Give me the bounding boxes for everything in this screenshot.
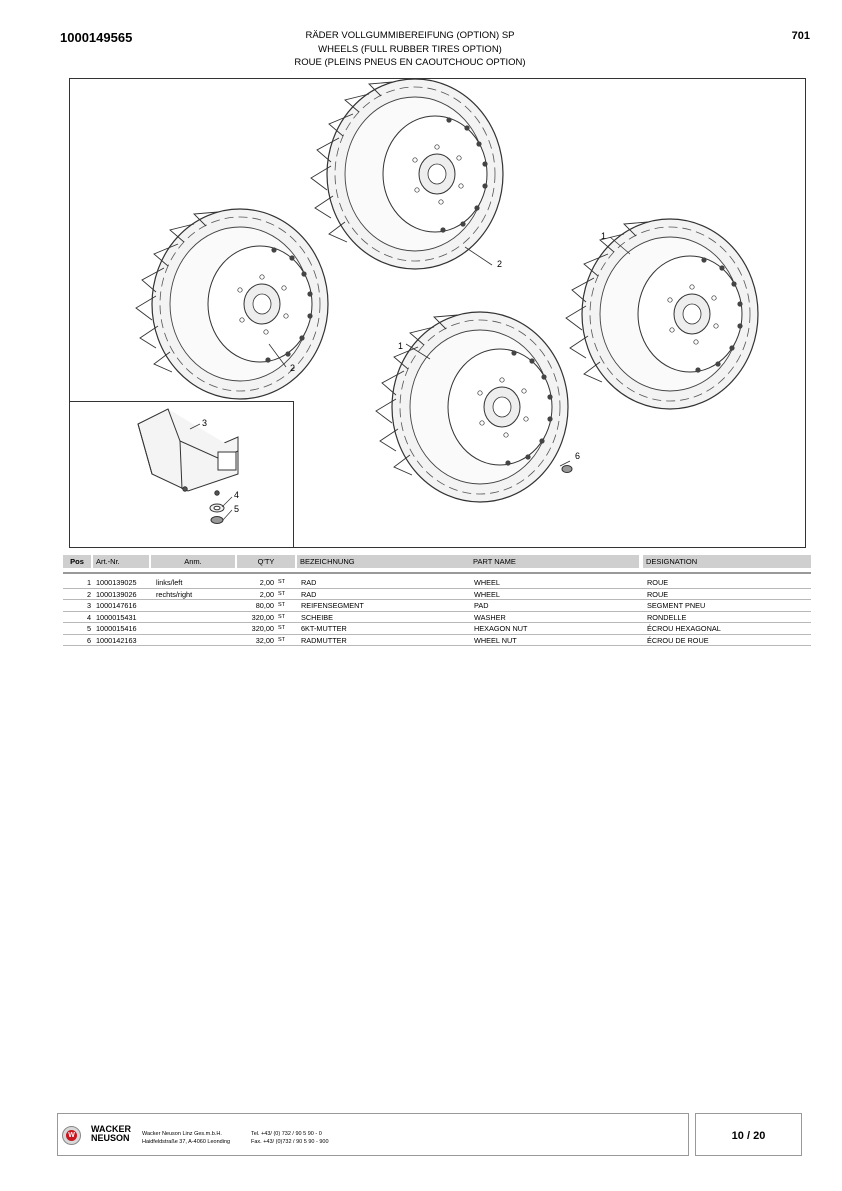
parts-table-header	[63, 555, 811, 568]
callout-6: 6	[575, 451, 581, 461]
cell-anm: rechts/right	[156, 589, 193, 599]
table-row	[63, 589, 811, 601]
cell-qty: 2,00	[259, 578, 274, 587]
callout-4: 4	[234, 490, 240, 500]
cell-art-nr: 1000147616	[96, 601, 137, 610]
header-qty: Q'TY	[237, 555, 295, 568]
cell-designation: RONDELLE	[647, 612, 687, 622]
header-bezeichnung: BEZEICHNUNG	[297, 555, 470, 568]
cell-qty: 32,00	[255, 635, 274, 645]
header-pos: Pos	[63, 555, 91, 568]
company-street: Haidfeldstraße 37, A-4060 Leonding	[142, 1138, 231, 1145]
cell-unit: ST	[278, 579, 286, 585]
logo-letter: W	[66, 1130, 77, 1141]
cell-pos: 6	[86, 635, 91, 645]
cell-designation: SEGMENT PNEU	[647, 601, 706, 610]
cell-art-nr: 1000139026	[96, 589, 137, 599]
company-address	[142, 1131, 230, 1146]
detail-inset	[70, 401, 294, 548]
callout-1-right: 1	[601, 231, 607, 241]
callout-5: 5	[234, 504, 240, 514]
brand-name	[91, 1125, 131, 1143]
table-row	[63, 600, 811, 612]
header-anm: Anm.	[151, 555, 235, 568]
callout-2-left: 2	[290, 363, 296, 373]
cell-pos: 1	[86, 578, 91, 587]
cell-unit: ST	[278, 590, 286, 597]
cell-pos: 3	[86, 601, 91, 610]
document-number: 1000149565	[60, 30, 133, 45]
cell-unit: ST	[278, 613, 286, 620]
header-part-name: PART NAME	[470, 555, 639, 568]
brand-line-1: WACKER	[91, 1124, 131, 1134]
cell-bezeichnung: REIFENSEGMENT	[301, 601, 364, 610]
cell-part-name: PAD	[474, 601, 489, 610]
parts-table-body	[63, 577, 811, 646]
table-row	[63, 623, 811, 635]
cell-pos: 2	[86, 589, 91, 599]
cell-pos: 5	[86, 624, 91, 633]
cell-unit: ST	[278, 625, 286, 631]
cell-art-nr: 1000139025	[96, 578, 137, 587]
title-german: RÄDER VOLLGUMMIBEREIFUNG (OPTION) SP	[305, 30, 515, 41]
callout-3: 3	[202, 418, 208, 428]
cell-art-nr: 1000015416	[96, 624, 137, 633]
cell-bezeichnung: RADMUTTER	[301, 635, 347, 645]
title-block	[200, 29, 620, 70]
cell-part-name: WASHER	[474, 612, 506, 622]
fax: Fax. +43/ (0)732 / 90 5 90 - 900	[251, 1138, 329, 1145]
table-divider	[63, 572, 811, 574]
cell-qty: 320,00	[251, 624, 274, 633]
telephone: Tel. +43/ (0) 732 / 90 5 90 - 0	[251, 1131, 322, 1137]
cell-part-name: WHEEL NUT	[474, 635, 517, 645]
header-designation: DESIGNATION	[643, 555, 811, 568]
wacker-neuson-logo-icon	[62, 1126, 81, 1145]
table-row	[63, 577, 811, 589]
page-number-box	[695, 1113, 802, 1156]
cell-anm: links/left	[156, 578, 183, 587]
footer-company-box	[57, 1113, 689, 1156]
callout-2-top: 2	[497, 259, 503, 269]
cell-bezeichnung: RAD	[301, 578, 317, 587]
cell-bezeichnung: SCHEIBE	[301, 612, 334, 622]
cell-part-name: WHEEL	[474, 589, 500, 599]
cell-unit: ST	[278, 602, 286, 608]
company-name: Wacker Neuson Linz Ges.m.b.H.	[142, 1131, 222, 1137]
cell-pos: 4	[86, 612, 91, 622]
cell-qty: 80,00	[255, 601, 274, 610]
cell-part-name: HEXAGON NUT	[474, 624, 528, 633]
cell-bezeichnung: RAD	[301, 589, 317, 599]
cell-qty: 2,00	[259, 589, 274, 599]
page-number: 10 / 20	[731, 1130, 766, 1142]
cell-art-nr: 1000142163	[96, 635, 137, 645]
cell-unit: ST	[278, 636, 286, 643]
page-code: 701	[791, 30, 810, 42]
cell-art-nr: 1000015431	[96, 612, 137, 622]
cell-qty: 320,00	[251, 612, 274, 622]
cell-designation: ÉCROU DE ROUE	[647, 635, 709, 645]
brand-line-2: NEUSON	[91, 1133, 130, 1143]
cell-designation: ROUE	[647, 578, 669, 587]
cell-designation: ROUE	[647, 589, 669, 599]
table-row	[63, 635, 811, 647]
title-english: WHEELS (FULL RUBBER TIRES OPTION)	[318, 43, 502, 55]
cell-part-name: WHEEL	[474, 578, 500, 587]
table-row	[63, 612, 811, 624]
cell-designation: ÉCROU HEXAGONAL	[647, 624, 721, 633]
callout-1-center: 1	[398, 341, 404, 351]
cell-bezeichnung: 6KT-MUTTER	[301, 624, 347, 633]
title-french: ROUE (PLEINS PNEUS EN CAOUTCHOUC OPTION)	[294, 57, 526, 68]
exploded-drawing	[69, 78, 806, 548]
company-contact	[251, 1131, 329, 1146]
header-art-nr: Art.-Nr.	[93, 555, 149, 568]
